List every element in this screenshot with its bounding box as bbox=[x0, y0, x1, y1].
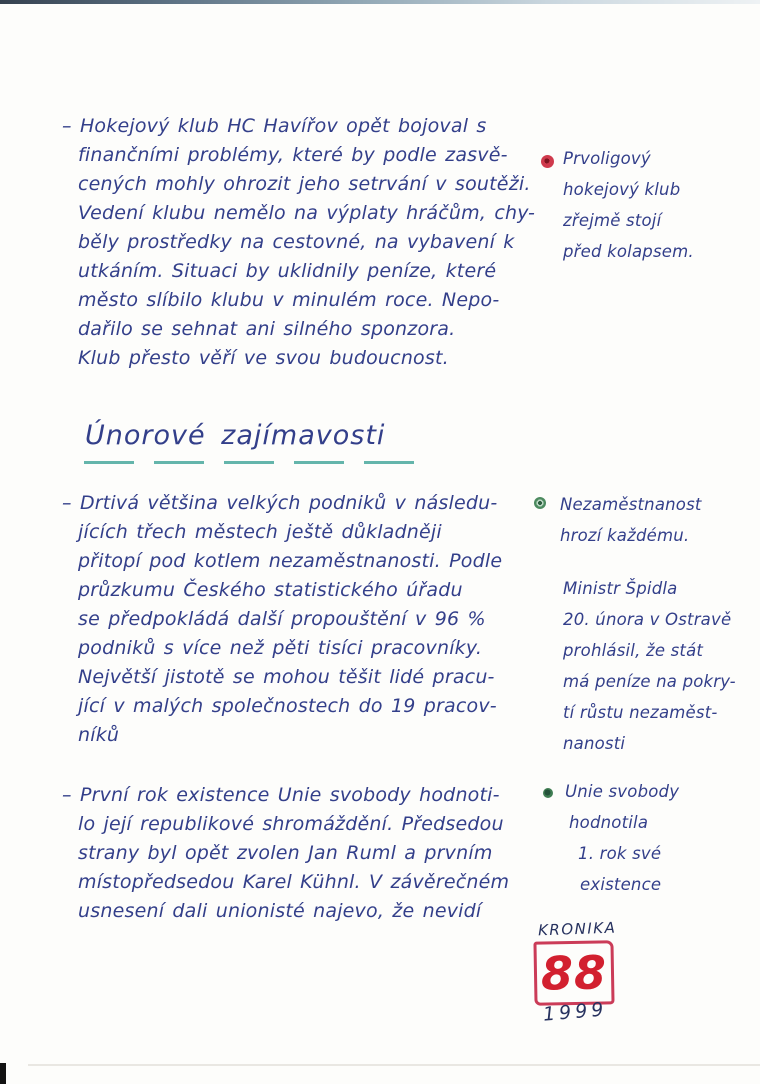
freedom-union-paragraph bbox=[62, 781, 570, 926]
handwritten-line: cených mohly ohrozit jeho setrvání v soutěži. bbox=[78, 173, 531, 195]
green-dot-bullet-icon bbox=[543, 788, 553, 798]
hockey-paragraph bbox=[62, 112, 570, 373]
handwritten-line: zřejmě stojí bbox=[563, 211, 662, 230]
handwritten-line: Vedení klubu nemělo na výplaty hráčům, chy- bbox=[78, 202, 536, 224]
handwritten-line: průzkumu Českého statistického úřadu bbox=[78, 579, 463, 601]
handwritten-line: Prvoligový bbox=[563, 149, 651, 168]
handwritten-line: – Drtivá většina velkých podniků v následu- bbox=[62, 492, 498, 514]
chronicle-stamp-box bbox=[533, 940, 614, 1005]
scan-top-edge bbox=[0, 0, 760, 4]
handwritten-line: strany byl opět zvolen Jan Ruml a prvním bbox=[78, 842, 493, 864]
handwritten-line: hrozí každému. bbox=[560, 526, 690, 545]
unemployment-paragraph bbox=[62, 489, 570, 750]
handwritten-line: finančními problémy, které by podle zasvě- bbox=[78, 144, 508, 166]
handwritten-line: utkáním. Situaci by uklidnily peníze, které bbox=[78, 260, 497, 282]
scan-bottom-mark bbox=[0, 1063, 6, 1084]
handwritten-line: místopředsedou Karel Kühnl. V závěrečném bbox=[78, 871, 510, 893]
green-ring-bullet-icon bbox=[534, 497, 546, 509]
handwritten-line: prohlásil, že stát bbox=[563, 641, 704, 660]
margin-note-spidla bbox=[563, 573, 759, 759]
handwritten-line: běly prostředky na cestovné, na vybavení k bbox=[78, 231, 515, 253]
handwritten-line: Unie svobody bbox=[565, 782, 680, 801]
handwritten-line: 20. února v Ostravě bbox=[563, 610, 732, 629]
scan-bottom-line bbox=[28, 1064, 760, 1066]
heading-underline bbox=[84, 461, 418, 464]
handwritten-line: před kolapsem. bbox=[563, 242, 694, 261]
handwritten-line: přitopí pod kotlem nezaměstnanosti. Podle bbox=[78, 550, 503, 572]
handwritten-line: město slíbilo klubu v minulém roce. Nepo- bbox=[78, 289, 500, 311]
handwritten-line: – První rok existence Unie svobody hodnoti- bbox=[62, 784, 500, 806]
handwritten-line: hodnotila bbox=[569, 813, 649, 832]
red-bullet-icon bbox=[541, 155, 554, 168]
margin-note-unemployment bbox=[560, 489, 756, 551]
handwritten-line: dařilo se sehnat ani silného sponzora. bbox=[78, 318, 456, 340]
handwritten-line: Největší jistotě se mohou těšit lidé pracu- bbox=[78, 666, 495, 688]
margin-note-hockey bbox=[563, 143, 759, 267]
margin-note-freedom-union bbox=[565, 776, 760, 900]
handwritten-line: se předpokládá další propouštění v 96 % bbox=[78, 608, 486, 630]
handwritten-line: má peníze na pokry- bbox=[563, 672, 736, 691]
handwritten-line: Klub přesto věří ve svou budoucnost. bbox=[78, 347, 449, 369]
handwritten-line: jící v malých společnostech do 19 pracov- bbox=[78, 695, 497, 717]
handwritten-line: Nezaměstnanost bbox=[560, 495, 702, 514]
stamp-page-number: 88 bbox=[540, 945, 608, 1001]
handwritten-line: tí růstu nezaměst- bbox=[563, 703, 718, 722]
handwritten-line: níků bbox=[78, 724, 120, 746]
handwritten-line: usnesení dali unionisté najevo, že nevidí bbox=[78, 900, 482, 922]
stamp-label: KRONIKA bbox=[537, 918, 617, 940]
handwritten-line: 1. rok své bbox=[578, 844, 662, 863]
handwritten-line: Ministr Špidla bbox=[563, 579, 678, 598]
handwritten-line: existence bbox=[580, 875, 662, 894]
handwritten-line: jících třech městech ještě důkladněji bbox=[78, 521, 442, 543]
section-heading: Únorové zajímavosti bbox=[85, 420, 386, 451]
stamp-year: 1999 bbox=[542, 998, 609, 1026]
handwritten-line: lo její republikové shromáždění. Předsedou bbox=[78, 813, 504, 835]
handwritten-line: – Hokejový klub HC Havířov opět bojoval s bbox=[62, 115, 487, 137]
handwritten-line: nanosti bbox=[563, 734, 626, 753]
handwritten-line: podniků s více než pěti tisíci pracovníky. bbox=[78, 637, 483, 659]
handwritten-line: hokejový klub bbox=[563, 180, 681, 199]
